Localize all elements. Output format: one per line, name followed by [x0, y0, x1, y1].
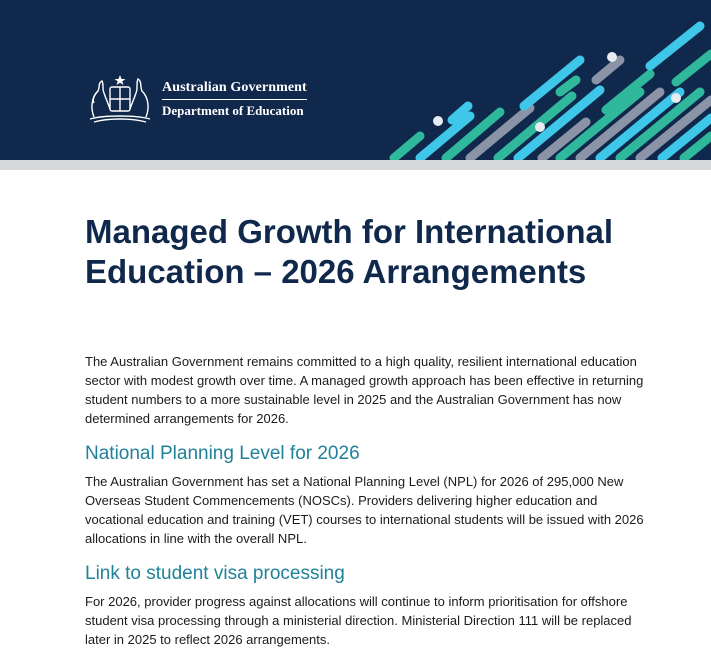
org-name-line2: Department of Education — [162, 102, 304, 118]
organisation-name — [162, 80, 307, 119]
section-body-national-planning-level: The Australian Government has set a National Planning Level (NPL) for 2026 of 295,000 New Overseas Student Commencements (NOSCs). Providers delivering higher education and vocational education and training (VET) courses to international students will be issued with 2026 allocations in line with the overall NPL. — [85, 474, 644, 546]
section-heading-national-planning-level: National Planning Level for 2026 — [85, 443, 360, 464]
section-heading-visa-processing: Link to student visa processing — [85, 563, 345, 584]
header-banner — [0, 0, 711, 160]
document-title: Managed Growth for International Education – 2026 Arrangements — [85, 213, 614, 290]
org-name-line1: Australian Government — [162, 80, 307, 100]
header-divider-band — [0, 160, 711, 170]
section-body-visa-processing: For 2026, provider progress against allocations will continue to inform prioritisation for offshore student visa processing through a ministerial direction. Ministerial Direction 111 will be replaced later in 2025 to reflect 2026 arrangements. — [85, 594, 632, 647]
government-logo — [84, 73, 307, 125]
australian-coat-of-arms-icon — [84, 73, 156, 125]
intro-paragraph: The Australian Government remains committed to a high quality, resilient international education sector with modest growth over time. A managed growth approach has been effective in returning student numbers to a more sustainable level in 2025 and the Australian Government has now determined arrangements for 2026. — [85, 354, 644, 426]
document-body — [85, 212, 645, 649]
